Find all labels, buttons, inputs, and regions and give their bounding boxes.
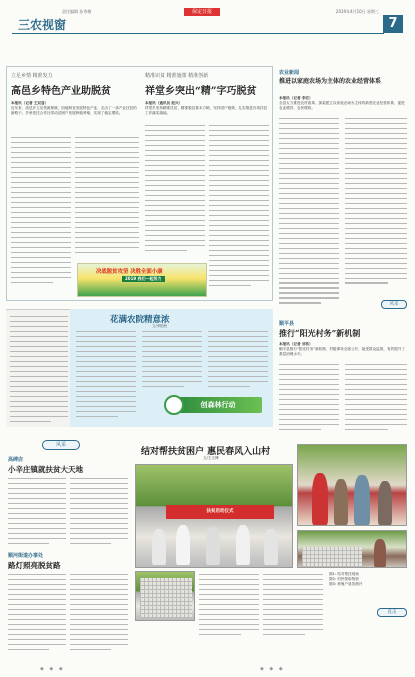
text-column [263,574,323,638]
page-number: 7 [383,15,403,33]
text-column [199,574,259,638]
ceremony-banner: 扶贫启动仪式 [166,505,274,519]
text-column [10,316,68,424]
leaf-icon [164,395,184,415]
caption: 图2: 村民领取物资 [329,577,359,581]
person [334,479,348,525]
text-column [145,125,205,257]
bottom-left-column [6,440,131,665]
text-column [142,331,202,391]
page-ornament: ◆ ◆ ◆ [40,666,65,672]
poultry-cage [140,578,192,618]
right-story2-headline: 推行“阳光村务”新机制 [279,328,361,338]
fengcai-badge: 风采 [42,440,80,450]
person [236,525,250,565]
feature-box [6,66,273,301]
story-kicker: 高碑店 [8,457,24,463]
text-column [8,574,66,654]
story-kicker: 顺河街道办事处 [8,553,44,559]
zhiji-badge: 直击 [377,608,407,617]
story-gaoyi [11,72,139,116]
text-column [279,364,339,434]
story-body: 祥堂乡坚持精准扶贫、精准脱贫基本方略，坚持因户施策，扎实推进各项扶贫工作落实落地。 [145,106,268,115]
forest-campaign-logo [174,397,262,413]
story-byline: 本报讯（通讯员 赵兴） [145,101,183,105]
livestock-photo [135,571,195,621]
person [176,525,190,565]
photo-feature-headline: 结对帮扶贫困户 惠民春风入山村 [141,447,271,457]
story-kicker: 精准识贫 精准施策 精准创新 [145,73,209,79]
person [378,481,392,525]
person [374,539,386,567]
story-byline: 本报讯（记者 王双喜） [11,101,49,105]
text-column [209,125,269,297]
story-kicker: 立足乡情 精准发力 [11,73,53,79]
right-column [277,66,409,311]
story-body: 近年来，高邑乡立足资源禀赋，因地制宜发展特色产业，走出了一条产业扶贫的新路子。乡里依托合作社带动贫困户发展种植养殖，实现了稳定增收。 [11,106,137,115]
caption: 图3: 养殖户喜笑颜开 [329,582,363,586]
story-headline: 小辛庄镇就扶贫大天地 [8,465,83,474]
person [354,475,370,525]
fengcai-badge: 风采 [381,300,407,309]
photo-feature [133,440,409,665]
banner-subtitle: 2019 我们一起努力 [122,276,165,282]
masthead [6,6,409,66]
right-story-headline: 推进以家庭农场为主体的农业经营体系 [279,78,382,85]
person [206,527,220,565]
text-column [345,118,407,288]
text-column [75,137,139,257]
story-headline: 祥堂乡突出“精”字巧脱贫 [145,86,257,97]
person [152,529,166,565]
feature-title: 花满农院精意浓 [110,315,170,325]
campaign-text: 创森林行动 [200,400,236,409]
farm-photo [297,530,407,568]
right-story-tag: 农业新闻 [279,70,300,76]
text-column [70,574,128,654]
feature-author: 文/李艳秋 [152,324,168,328]
text-column [76,331,136,421]
text-column [345,364,407,434]
editor-info: 责任编辑 孙秀梅 [62,9,92,14]
section-title: 三农视窗 [18,18,67,32]
photo-captions [329,572,407,587]
story-xiangtang [145,72,270,116]
text-column [8,478,66,546]
person [312,473,328,525]
right-story2-byline: 本报讯（记者 刘苗） [279,342,313,346]
right-story-2 [277,318,409,438]
flower-feature [70,309,273,427]
right-story-body: 全县大力推进农村改革，探索建立以家庭农场为主体的新型农业经营体系，促进农业增效、农民增收。 [279,101,405,110]
text-column [208,331,268,391]
caption: 图1: 结对帮扶现场 [329,572,359,576]
newspaper-logo: 保定日报 [184,8,220,16]
text-column [279,118,339,308]
right-story2-body: 顺平县推行“阳光村务”新机制，村级事务全部公开，接受群众监督，有效提升了基层治理水平。 [279,347,405,356]
poultry-cage [302,547,362,567]
banner-title: 决战脱贫攻坚 决胜全面小康 [96,269,163,275]
story-headline: 路灯照亮脱贫路 [8,561,61,570]
page-ornament: ◆ ◆ ◆ [260,666,285,672]
photo-feature-author: 文/王文博 [203,456,219,460]
poverty-slogan-banner [77,263,207,297]
story-headline: 高邑乡特色产业助脱贫 [11,86,111,97]
villager-photo [297,444,407,526]
person [264,529,278,565]
right-story-byline: 本报讯（记者 李宏） [279,96,313,100]
right-story2-tag: 顺平县 [279,321,295,327]
issue-date: 2019年4月10日 星期三 [335,9,379,14]
section-divider [12,33,384,34]
ceremony-photo [135,464,293,568]
text-column [70,478,128,546]
text-column [11,137,71,295]
